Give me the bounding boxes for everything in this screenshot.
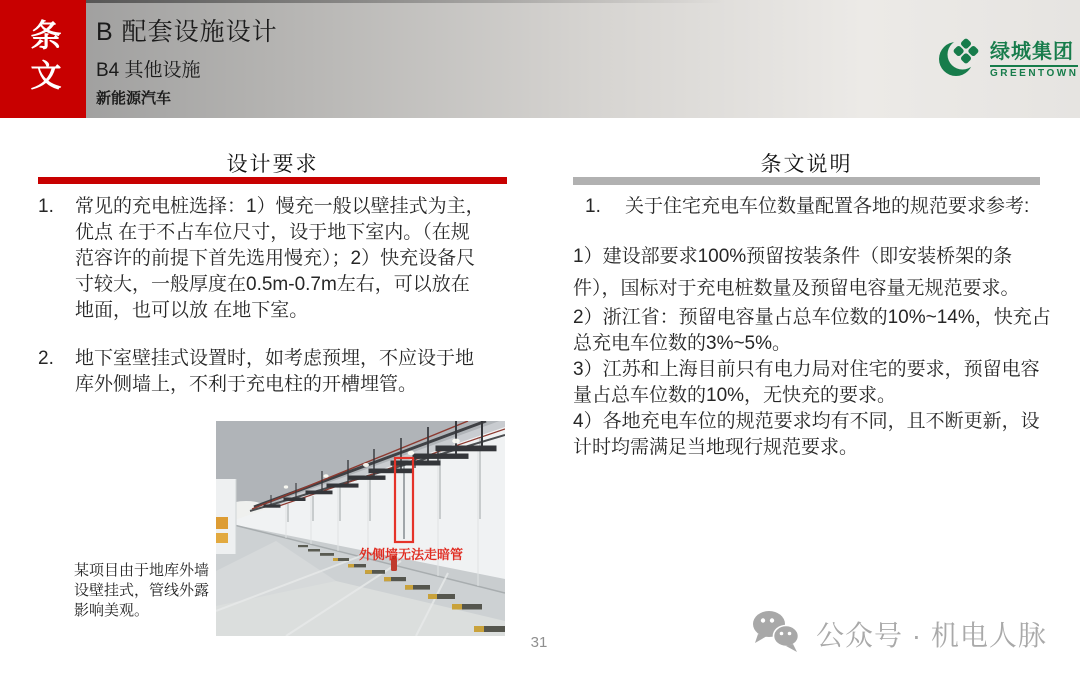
list-item-number: 1. [38, 196, 54, 217]
list-item [38, 346, 486, 398]
list-item [38, 194, 486, 324]
page-number: 31 [530, 634, 548, 651]
red-rule [38, 177, 507, 184]
logo-subtext: GREENTOWN [990, 65, 1078, 79]
clause-tag [0, 0, 86, 118]
wechat-chat-bubbles-icon [750, 608, 804, 659]
notes-intro-text: 关于住宅充电车位数量配置各地的规范要求参考: [625, 196, 1030, 217]
list-item-number: 2. [38, 348, 54, 369]
clause-notes-title: 条文说明 [760, 153, 853, 176]
wechat-banner [750, 608, 1047, 659]
greentown-crescent-clover-icon [936, 33, 984, 86]
greentown-logo [936, 33, 1078, 86]
logo-name: 绿城集团 [990, 40, 1074, 63]
notes-paragraph: 2）浙江省：预留电容量占总车位数的10%~14%，快充占总充电车位数的3%~5%。 [573, 307, 1051, 354]
clause-notes-body [573, 194, 1055, 461]
list-item-text: 常见的充电桩选择：1）慢充一般以壁挂式为主，优点 在于不占车位尺寸，设于地下室内。（在规范容许的前提下首先选用慢充）；2）快充设备尺寸较大，一般厚度在0.5m-0.7m左右，可以放在地面，也可以放 在地下室。 [75, 196, 485, 321]
wechat-account-label: 公众号 · 机电人脉 [816, 619, 1047, 651]
notes-paragraph: 1）建设部要求100%预留按装条件（即安装桥架的条件），国标对于充电桩数量及预留电容量无规范要求。 [573, 246, 1020, 299]
photo-caption: 某项目由于地库外墙设壁挂式，管线外露影响美观。 [74, 562, 210, 619]
page-subtitle: B4 其他设施 [96, 60, 201, 81]
garage-photo [216, 421, 505, 636]
header-titles [96, 12, 278, 108]
photo-annotation-label: 外侧墙无法走暗管 [359, 547, 464, 562]
page-topic: 新能源汽车 [96, 90, 172, 107]
clause-tag-label: 条文 [25, 19, 61, 99]
list-item-text: 地下室壁挂式设置时，如考虑预埋，不应设于地库外侧墙上，不利于充电柱的开槽埋管。 [75, 348, 475, 395]
design-requirements-title: 设计要求 [226, 153, 319, 176]
notes-paragraph: 3）江苏和上海目前只有电力局对住宅的要求，预留电容量占总车位数的10%，无快充的要求。 [573, 359, 1040, 406]
notes-intro-number: 1. [585, 196, 601, 217]
design-requirements-list [38, 194, 486, 420]
page-title: B 配套设施设计 [96, 18, 278, 46]
notes-paragraph: 4）各地充电车位的规范要求均有不同，且不断更新，设计时均需满足当地现行规范要求。 [573, 411, 1040, 458]
notes-intro [573, 194, 1055, 220]
logo-texts [990, 41, 1078, 79]
gray-rule [573, 177, 1040, 185]
header-top-shadow [86, 0, 726, 3]
